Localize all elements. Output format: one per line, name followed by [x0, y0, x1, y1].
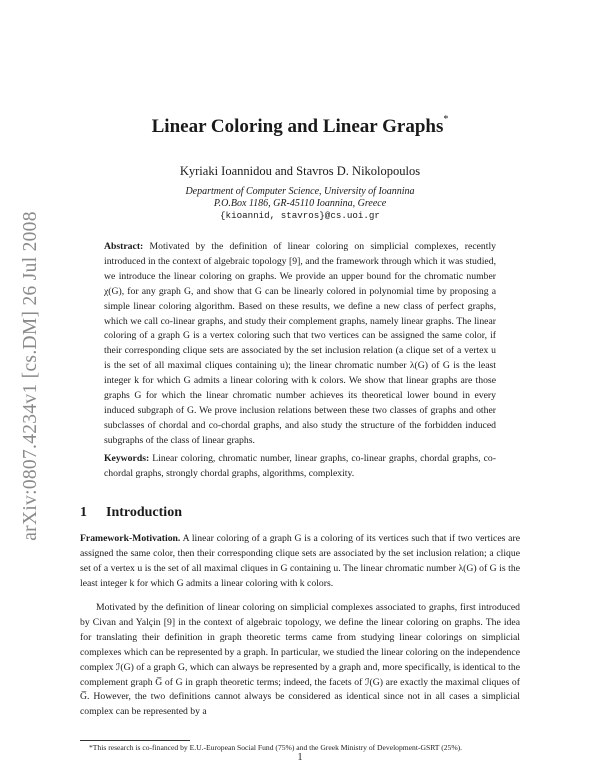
section-heading [80, 505, 182, 521]
footnote: *This research is co-financed by E.U.-European Social Fund (75%) and the Greek Ministry of Development-GSRT (25%). [89, 743, 463, 752]
author-emails: {kioannid, stavros}@cs.uoi.gr [220, 210, 380, 221]
paragraph-text: A linear coloring of a graph G is a coloring of its vertices such that if two vertices are assigned the same color, then their corresponding clique sets are associated by the set inclusion relation; a clique set of a vertex u is the set of all maximal cliques in G containing u. The linear chromatic number λ(G) of G is the least integer k for which G admits a linear coloring with k colors. [80, 533, 520, 589]
paragraph-framework-motivation [80, 532, 520, 592]
affiliation-department: Department of Computer Science, University of Ioannina [185, 186, 415, 197]
section-title: Introduction [106, 505, 182, 520]
title-text: Linear Coloring and Linear Graphs [151, 116, 444, 137]
arxiv-identifier [16, 200, 46, 552]
abstract-text: Motivated by the definition of linear coloring on simplicial complexes, recently introduced in the context of algebraic topology [9], and the framework through which it was studied, we introduce the linear coloring on graphs. We provide an upper bound for the chromatic number χ(G), for any graph G, and show that G can be linearly colored in polynomial time by proposing a simple linear coloring algorithm. Based on these results, we define a new class of perfect graphs, which we call co-linear graphs, and study their complement graphs, namely linear graphs. The linear coloring of a graph G is a vertex coloring such that two vertices can be assigned the same color, if their corresponding clique sets are associated by the set inclusion relation (a clique set of a vertex u is the set of all maximal cliques containing u); the linear chromatic number λ(G) of G is the least integer k for which G admits a linear coloring with k colors. We show that linear graphs are those graphs G for which the linear chromatic number achieves its theoretical lower bound in every induced subgraph of G. We prove inclusion relations between these two classes of graphs and other subclasses of chordal and co-chordal graphs, and also study the structure of the forbidden induced subgraphs of the class of linear graphs. [104, 241, 496, 446]
affiliation-address: P.O.Box 1186, GR-45110 Ioannina, Greece [213, 198, 387, 209]
keywords-label: Keywords: [104, 453, 150, 464]
footnote-divider [80, 740, 190, 741]
authors: Kyriaki Ioannidou and Stavros D. Nikolopoulos [179, 164, 421, 178]
keywords [104, 452, 496, 482]
keywords-text: Linear coloring, chromatic number, linear graphs, co-linear graphs, chordal graphs, co-chordal graphs, strongly chordal graphs, algorithms, complexity. [104, 453, 496, 479]
section-number: 1 [80, 505, 87, 520]
abstract-label: Abstract: [104, 241, 144, 252]
page-number: 1 [297, 752, 303, 763]
abstract [104, 240, 496, 449]
title-footnote-mark: * [443, 114, 449, 125]
paragraph-label: Framework-Motivation. [80, 533, 181, 544]
arxiv-id-text: arXiv:0807.4234v1 [cs.DM] 26 Jul 2008 [20, 211, 42, 541]
paragraph-motivation: Motivated by the definition of linear coloring on simplicial complexes associated to graphs, first introduced by Civan and Yalçin [9] in the context of algebraic topology, we define the linear coloring on graphs. The idea for translating their definition in graph theoretic terms came from studying linear colorings on simplicial complexes which can be represented by a graph. In particular, we studied the linear coloring on the independence complex ℐ(G) of a graph G, which can always be represented by a graph and, more specifically, is identical to the complement graph G̅ of G in graph theoretic terms; indeed, the facets of ℐ(G) are exactly the maximal cliques of G̅. However, the two definitions cannot always be considered as identical since not in all cases a simplicial complex can be represented by a [80, 602, 520, 718]
paper-title [0, 116, 600, 138]
